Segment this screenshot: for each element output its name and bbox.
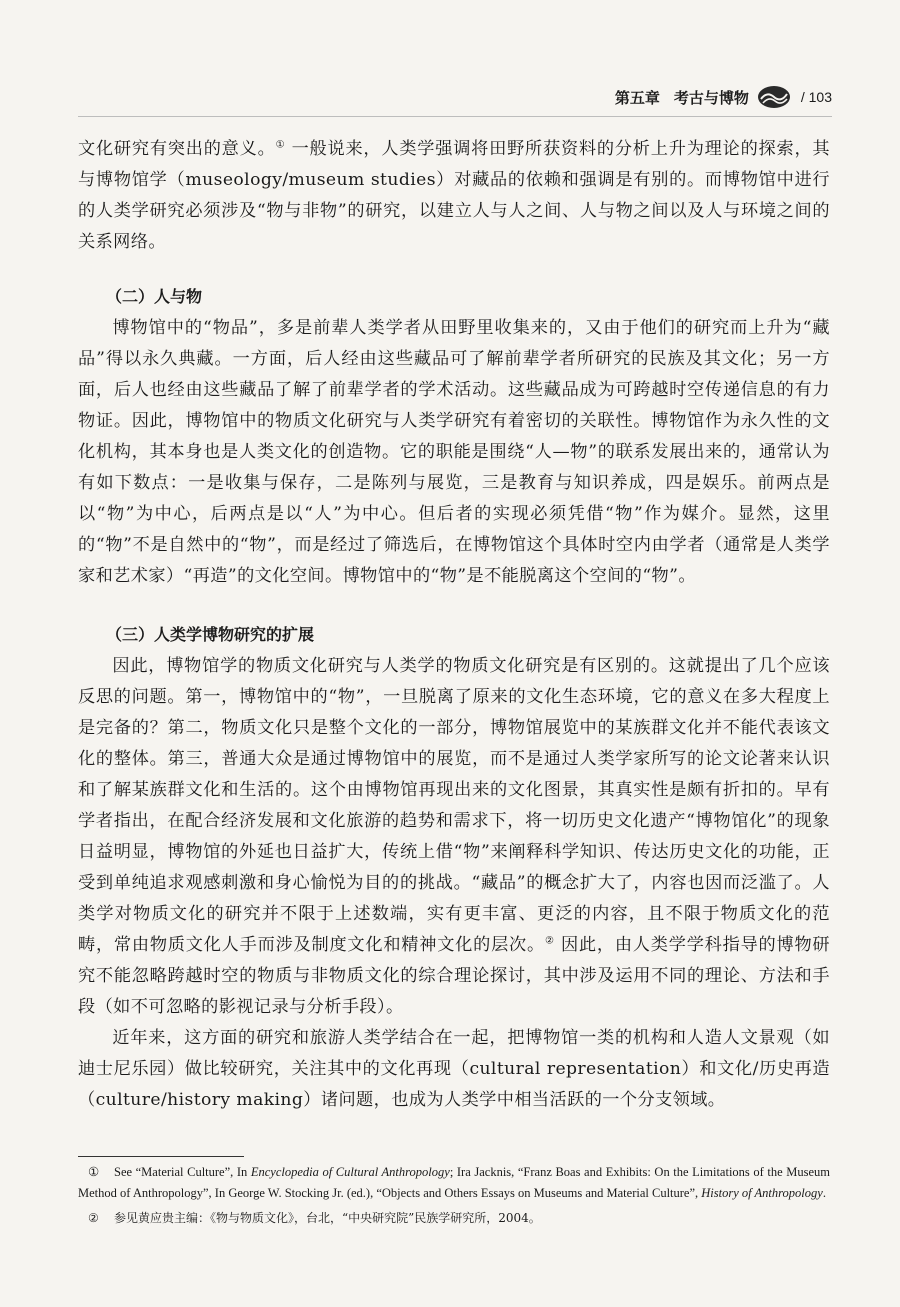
footnote-ref-1: ① [275,139,286,151]
footnote-divider [78,1156,244,1157]
footnote-1-book-title: Encyclopedia of Cultural Anthropology [250,1165,450,1179]
running-header [560,82,832,112]
footnote-2-text: 参见黄应贵主编：《物与物质文化》，台北，“中央研究院”民族学研究所，2004。 [114,1211,541,1225]
paragraph-3-part-a: 因此，博物馆学的物质文化研究与人类学的物质文化研究是有区别的。这就提出了几个应该反思的问题。第一，博物馆中的“物”，一旦脱离了原来的文化生态环境，它的意义在多大程度上是完备的？第二，物质文化只是整个文化的一部分，博物馆展览中的某族群文化并不能代表该文化的整体。第三，普通大众是通过博物馆中的展览，而不是通过人类学家所写的论文论著来认识和了解某族群文化和生活的。这个由博物馆再现出来的文化图景，其真实性是颇有折扣的。早有学者指出，在配合经济发展和文化旅游的趋势和需求下，将一切历史文化遗产“博物馆化”的现象日益明显，博物馆的外延也日益扩大，传统上借“物”来阐释科学知识、传达历史文化的功能，正受到单纯追求观感刺激和身心愉悦为目的的挑战。“藏品”的概念扩大了，内容也因而泛滥了。人类学对物质文化的研究并不限于上述数端，实有更丰富、更泛的内容，且不限于物质文化的范畴，常由物质文化人手而涉及制度文化和精神文化的层次。 [78,656,830,955]
paragraph-4: 近年来，这方面的研究和旅游人类学结合在一起，把博物馆一类的机构和人造人文景观（如迪士尼乐园）做比较研究，关注其中的文化再现（cultural representation）和文化/历史再造（culture/history making）诸问题，也成为人类学中相当活跃的一个分支领域。 [78,1028,830,1110]
footnote-1-marker: ① [88,1165,100,1179]
paragraph-1-part-a: 文化研究有突出的意义。 [78,139,276,159]
section-heading-3: （三）人类学博物研究的扩展 [106,625,315,644]
footnote-1-text-c: ; Ira Jacknis, “Franz Boas and Exhibits: On the Limitations of the Museum Method of Anthropology”, In George W. Stocking Jr. (ed.), “Objects and Others Essays on Museums and Material Culture”, [78,1165,830,1200]
footnote-1-text-a: See “Material Culture”, In [114,1165,251,1179]
wave-logo-icon [757,85,791,109]
paragraph-3 [78,651,830,1023]
paragraph-1-part-b: 一般说来，人类学强调将田野所获资料的分析上升为理论的探索，其与博物馆学（museology/museum studies）对藏品的依赖和强调是有别的。而博物馆中进行的人类学研究必须涉及“物与非物”的研究，以建立人与人之间、人与物之间以及人与环境之间的关系网络。 [78,139,831,252]
paragraph-1 [78,134,830,258]
footnote-1-series-title: History of Anthropology [701,1186,823,1200]
footnote-2-marker: ② [88,1211,99,1225]
chapter-title: 考古与博物 [673,88,749,107]
page-number: / 103 [800,89,832,105]
footnote-2 [78,1208,830,1229]
main-text [78,134,830,1116]
footnotes [78,1162,830,1229]
paragraph-3-part-b: 因此，由人类学学科指导的博物研究不能忽略跨越时空的物质与非物质文化的综合理论探讨，其中涉及运用不同的理论、方法和手段（如不可忽略的影视记录与分析手段）。 [78,935,831,1017]
footnote-1-text-e: . [822,1186,826,1200]
header-divider [78,116,832,117]
footnote-1 [78,1162,830,1204]
paragraph-2: 博物馆中的“物品”，多是前辈人类学者从田野里收集来的，又由于他们的研究而上升为“藏品”得以永久典藏。一方面，后人经由这些藏品可了解前辈学者所研究的民族及其文化；另一方面，后人也经由这些藏品了解了前辈学者的学术活动。这些藏品成为可跨越时空传递信息的有力物证。因此，博物馆中的物质文化研究与人类学研究有着密切的关联性。博物馆作为永久性的文化机构，其本身也是人类文化的创造物。它的职能是围绕“人—物”的联系发展出来的，通常认为有如下数点：一是收集与保存，二是陈列与展览，三是教育与知识养成，四是娱乐。前两点是以“物”为中心，后两点是以“人”为中心。但后者的实现必须凭借“物”作为媒介。显然，这里的“物”不是自然中的“物”，而是经过了筛选后，在博物馆这个具体时空内由学者（通常是人类学家和艺术家）“再造”的文化空间。博物馆中的“物”是不能脱离这个空间的“物”。 [78,318,830,586]
section-heading-2: （二）人与物 [106,287,203,306]
footnote-ref-2: ② [544,935,555,947]
chapter-label: 第五章 [614,88,660,107]
